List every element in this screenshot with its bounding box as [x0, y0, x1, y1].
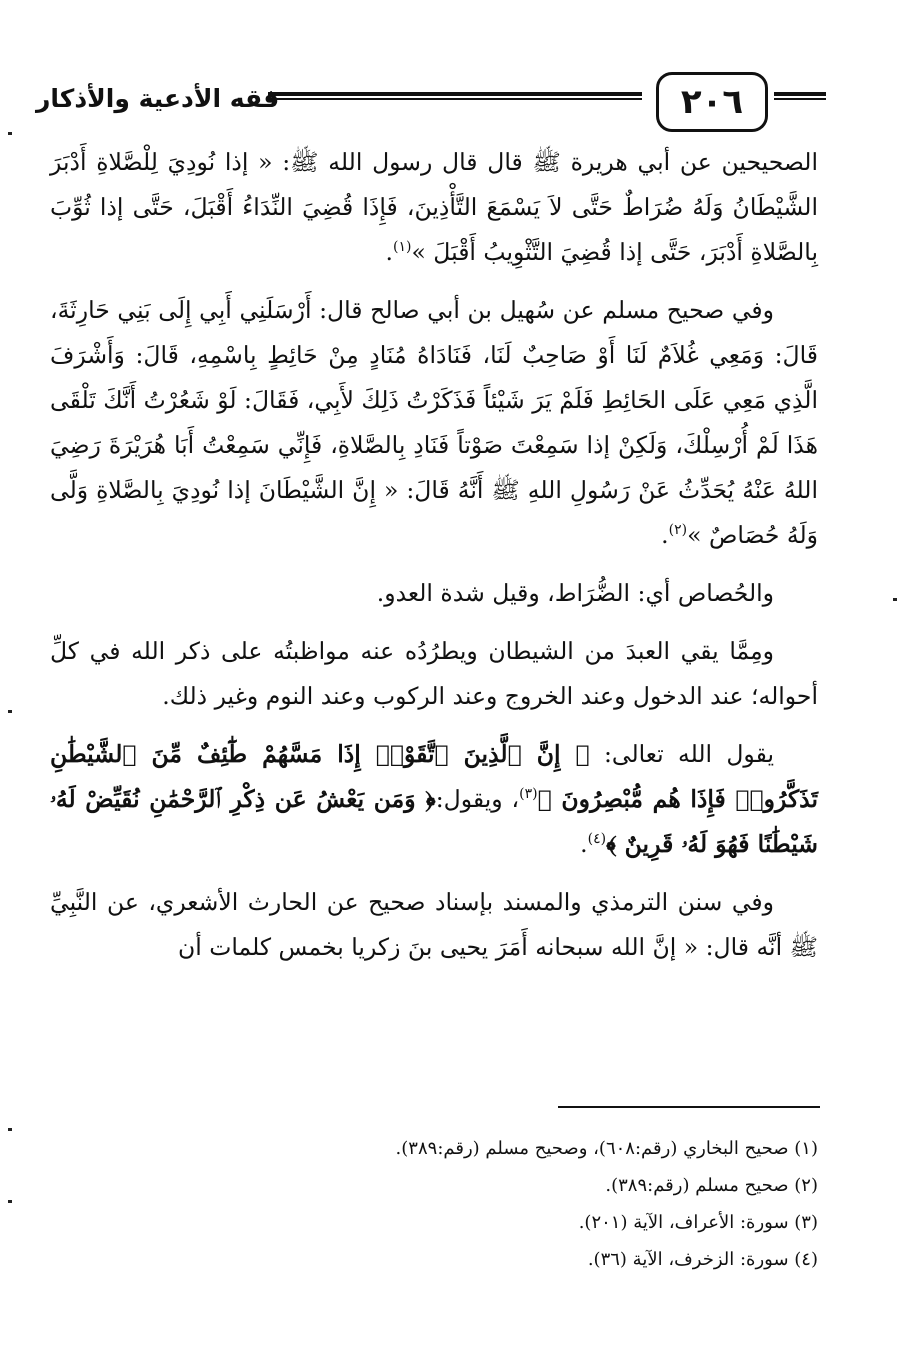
- page-header: [36, 70, 826, 140]
- scan-speck: [893, 598, 897, 601]
- footnote-1: (١) صحيح البخاري (رقم:٦٠٨)، وصحيح مسلم (رقم:٣٨٩).: [395, 1138, 818, 1159]
- paragraph-definition: والحُصاص أي: الضُّرَاط، وقيل شدة العدو.: [376, 579, 774, 607]
- page-number: ٢٠٦: [656, 72, 768, 132]
- paragraph-hadith-abu-hurayra: الصحيحين عن أبي هريرة ﷺ قال قال رسول الله ﷺ: « إذا نُودِيَ لِلْصَّلاةِ أَدْبَرَ الشَّيْطَانُ وَلَهُ ضُرَاطٌ حَتَّى لاَ يَسْمَعَ التَّأْذِينَ، فَإِذَا قُضِيَ النِّدَاءُ أَقْبَلَ، حَتَّى إذا ثُوِّبَ بِالصَّلاةِ أَدْبَرَ، حَتَّى إذا قُضِيَ التَّثْوِيبُ أَقْبَلَ »$^{(١)}$.: [50, 148, 818, 266]
- paragraph-suhayl: وفي صحيح مسلم عن سُهيل بن أبي صالح قال: أَرْسَلَنِي أَبِي إِلَى بَنِي حَارِثَةَ، قَالَ: وَمَعِي غُلاَمٌ لَنَا أَوْ صَاحِبٌ لَنَا، فَنَادَاهُ مُنَادٍ مِنْ حَائِطٍ بِاسْمِهِ، قَالَ: وَأَشْرَفَ الَّذِي مَعِي عَلَى الحَائِطِ فَلَمْ يَرَ شَيْئاً فَذَكَرْتُ ذَلِكَ لأَبِي، فَقَالَ: لَوْ شَعُرْتُ أَنَّكَ تَلْقَى هَذَا لَمْ أُرْسِلْكَ، وَلَكِنْ إذا سَمِعْتَ صَوْتاً فَنَادِ بِالصَّلاةِ، فَإِنِّي سَمِعْتُ أَبَا هُرَيْرَةَ رَضِيَ اللهُ عَنْهُ يُحَدِّثُ عَنْ رَسُولِ اللهِ ﷺ أَنَّهُ قَالَ: « إِنَّ الشَّيْطَانَ إذا نُودِيَ بِالصَّلاةِ وَلَّى وَلَهُ حُصَاصٌ »$^{(٢)}$.: [50, 296, 819, 549]
- scan-speck: [8, 1200, 12, 1203]
- scan-speck: [8, 710, 12, 713]
- footnote-ref-1: (١): [392, 239, 412, 256]
- paragraph-tirmidhi: وفي سنن الترمذي والمسند بإسناد صحيح عن الحارث الأشعري، عن النَّبِيِّ ﷺ أنَّه قال: « إنَّ الله سبحانه أَمَرَ يحيى بنَ زكريا بخمس كلمات أن: [50, 888, 818, 961]
- quran-verse-zukhruf: ﴿ وَمَن يَعْشُ عَن ذِكْرِ ٱلرَّحْمَٰنِ نُقَيِّضْ لَهُۥ شَيْطَٰنًا فَهُوَ لَهُۥ قَرِينٌ ﴾: [50, 785, 818, 858]
- footnote-ref-3: (٣): [519, 786, 538, 803]
- quran-verse-araf: ﴿ إِنَّ ٱلَّذِينَ ٱتَّقَوْا۟ إِذَا مَسَّهُمْ طَٰٓئِفٌ مِّنَ ٱلشَّيْطَٰنِ تَذَكَّرُوا۟ فَإِذَا هُم مُّبْصِرُونَ ﴾: [50, 740, 819, 813]
- main-text: [50, 140, 818, 983]
- footnote-ref-2: (٢): [668, 522, 688, 539]
- scan-speck: [8, 1128, 12, 1131]
- footnote-separator: [558, 1106, 820, 1108]
- footnote-4: (٤) سورة: الزخرف، الآية (٣٦).: [587, 1249, 818, 1270]
- footnote-3: (٣) سورة: الأعراف، الآية (٢٠١).: [578, 1212, 818, 1233]
- scan-speck: [8, 132, 12, 135]
- footnotes: [50, 1130, 818, 1278]
- header-rule-right: [774, 92, 826, 100]
- header-rule-left: [268, 92, 642, 100]
- footnote-ref-4: (٤): [587, 831, 607, 848]
- paragraph-quran: يقول الله تعالى: ﴿ إِنَّ ٱلَّذِينَ ٱتَّقَوْا۟ إِذَا مَسَّهُمْ طَٰٓئِفٌ مِّنَ ٱلشَّيْطَٰنِ تَذَكَّرُوا۟ فَإِذَا هُم مُّبْصِرُونَ ﴾$^{(٣)}$، ويقول:﴿ وَمَن يَعْشُ عَن ذِكْرِ ٱلرَّحْمَٰنِ نُقَيِّضْ لَهُۥ شَيْطَٰنًا فَهُوَ لَهُۥ قَرِينٌ ﴾$^{(٤)}$.: [50, 740, 819, 858]
- book-title: فقه الأدعية والأذكار: [36, 84, 280, 113]
- footnote-2: (٢) صحيح مسلم (رقم:٣٨٩).: [605, 1175, 818, 1196]
- paragraph-dhikr: ومِمَّا يقي العبدَ من الشيطان ويطرُدُه عنه مواظبتُه على ذكر الله في كلِّ أحواله؛ عند الدخول وعند الخروج وعند الركوب وعند النوم وغير ذلك.: [50, 637, 818, 710]
